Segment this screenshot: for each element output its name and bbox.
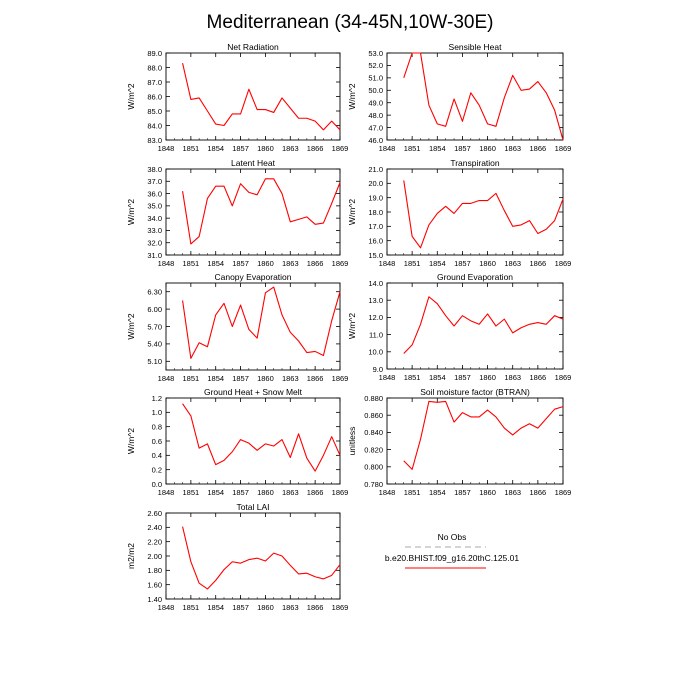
y-tick-label: 14.0 — [368, 278, 383, 288]
x-tick-label: 1851 — [403, 259, 421, 268]
y-tick-label: 48.0 — [368, 110, 383, 120]
y-tick-label: 85.0 — [147, 106, 162, 116]
y-axis-label: W/m^2 — [126, 313, 136, 340]
x-tick-label: 1848 — [157, 259, 175, 268]
y-axis-label: W/m^2 — [126, 427, 136, 455]
x-tick-label: 1866 — [529, 259, 547, 268]
y-tick-label: 89.0 — [147, 48, 162, 58]
x-tick-label: 1851 — [182, 374, 200, 383]
y-tick-label: 2.00 — [147, 551, 162, 561]
x-tick-label: 1857 — [232, 259, 249, 268]
y-tick-label: 20.0 — [368, 179, 383, 189]
y-tick-label: 87.0 — [147, 77, 162, 87]
x-tick-label: 1866 — [306, 144, 324, 153]
x-tick-label: 1851 — [403, 373, 421, 382]
y-tick-label: 5.40 — [147, 339, 162, 349]
panel-0 — [126, 42, 348, 153]
y-tick-label: 52.0 — [368, 61, 383, 71]
x-tick-label: 1866 — [529, 144, 547, 153]
x-tick-label: 1860 — [257, 374, 274, 383]
panel-title: Total LAI — [236, 502, 270, 512]
panel-5 — [347, 272, 571, 382]
plot-frame — [387, 53, 563, 140]
x-tick-label: 1857 — [454, 144, 471, 153]
y-tick-label: 18.0 — [368, 207, 383, 217]
figure-title: Mediterranean (34-45N,10W-30E) — [206, 12, 494, 33]
x-tick-label: 1866 — [306, 374, 324, 383]
x-tick-label: 1863 — [281, 144, 299, 153]
x-tick-label: 1866 — [306, 259, 324, 268]
y-axis-label: W/m^2 — [126, 83, 136, 110]
y-tick-label: 0.6 — [151, 436, 162, 446]
x-tick-label: 1869 — [554, 259, 572, 268]
x-tick-label: 1854 — [428, 373, 446, 382]
panel-title: Canopy Evaporation — [214, 272, 292, 282]
x-tick-label: 1851 — [403, 488, 421, 497]
plot-frame — [166, 513, 340, 599]
x-tick-label: 1857 — [454, 373, 471, 382]
panel-3 — [347, 158, 571, 268]
x-tick-label: 1869 — [554, 373, 572, 382]
x-tick-label: 1848 — [378, 373, 396, 382]
x-tick-label: 1860 — [257, 603, 274, 612]
panel-7 — [347, 387, 571, 497]
x-tick-label: 1854 — [207, 603, 225, 612]
plot-frame — [387, 169, 563, 255]
y-tick-label: 10.0 — [368, 347, 383, 357]
y-tick-label: 0.840 — [364, 428, 383, 438]
x-tick-label: 1866 — [529, 373, 547, 382]
y-tick-label: 83.0 — [147, 135, 162, 145]
x-tick-label: 1857 — [232, 488, 249, 497]
y-tick-label: 1.2 — [151, 393, 162, 403]
y-tick-label: 37.0 — [147, 177, 162, 187]
x-tick-label: 1860 — [257, 488, 274, 497]
y-tick-label: 46.0 — [368, 135, 383, 145]
y-tick-label: 31.0 — [147, 250, 162, 260]
legend-label: No Obs — [437, 532, 467, 542]
y-tick-label: 21.0 — [368, 164, 383, 174]
plot-frame — [387, 398, 563, 484]
legend — [385, 532, 519, 568]
y-tick-label: 32.0 — [147, 238, 162, 248]
panel-8 — [126, 502, 348, 612]
x-tick-label: 1869 — [554, 488, 572, 497]
panel-title: Transpiration — [450, 158, 500, 168]
y-axis-label: unitless — [347, 426, 357, 456]
x-tick-label: 1854 — [428, 144, 446, 153]
series-line — [183, 527, 340, 589]
x-tick-label: 1869 — [331, 144, 349, 153]
x-tick-label: 1863 — [504, 488, 522, 497]
y-tick-label: 5.10 — [147, 357, 162, 367]
panel-title: Latent Heat — [231, 158, 275, 168]
panel-title: Ground Evaporation — [436, 272, 514, 282]
y-tick-label: 0.780 — [364, 479, 383, 489]
x-tick-label: 1869 — [331, 374, 349, 383]
series-line — [183, 63, 340, 130]
x-tick-label: 1854 — [207, 144, 225, 153]
y-tick-label: 0.880 — [364, 393, 383, 403]
x-tick-label: 1860 — [479, 373, 496, 382]
x-tick-label: 1863 — [281, 374, 299, 383]
y-axis-label: W/m^2 — [347, 83, 357, 110]
y-tick-label: 47.0 — [368, 123, 383, 133]
y-tick-label: 2.20 — [147, 537, 162, 547]
x-tick-label: 1869 — [331, 488, 349, 497]
y-axis-label: m2/m2 — [126, 543, 136, 569]
x-tick-label: 1854 — [428, 259, 446, 268]
x-tick-label: 1848 — [378, 144, 396, 153]
panel-title: Net Radiation — [227, 42, 279, 52]
x-tick-label: 1848 — [157, 374, 175, 383]
series-line — [183, 404, 340, 471]
x-tick-label: 1854 — [207, 259, 225, 268]
y-tick-label: 5.70 — [147, 322, 162, 332]
x-tick-label: 1848 — [157, 488, 175, 497]
y-tick-label: 38.0 — [147, 164, 162, 174]
x-tick-label: 1848 — [157, 603, 175, 612]
y-tick-label: 33.0 — [147, 226, 162, 236]
y-tick-label: 12.0 — [368, 313, 383, 323]
y-tick-label: 13.0 — [368, 296, 383, 305]
y-tick-label: 84.0 — [147, 121, 162, 131]
x-tick-label: 1863 — [281, 603, 299, 612]
y-axis-label: W/m^2 — [347, 312, 357, 340]
y-axis-label: W/m^2 — [347, 198, 357, 226]
x-tick-label: 1848 — [378, 259, 396, 268]
y-tick-label: 0.8 — [151, 422, 162, 432]
x-tick-label: 1851 — [182, 259, 200, 268]
x-tick-label: 1857 — [232, 603, 249, 612]
x-tick-label: 1860 — [257, 259, 274, 268]
x-tick-label: 1848 — [378, 488, 396, 497]
plot-frame — [166, 398, 340, 484]
panels-group — [126, 42, 571, 612]
x-tick-label: 1863 — [504, 144, 522, 153]
y-tick-label: 53.0 — [368, 48, 383, 58]
y-tick-label: 88.0 — [147, 63, 162, 73]
panel-6 — [126, 387, 348, 497]
y-tick-label: 6.00 — [147, 304, 162, 314]
x-tick-label: 1866 — [306, 603, 324, 612]
x-tick-label: 1857 — [232, 144, 249, 153]
panel-title: Soil moisture factor (BTRAN) — [420, 387, 530, 397]
y-tick-label: 1.0 — [151, 408, 162, 418]
x-tick-label: 1860 — [479, 259, 496, 268]
y-tick-label: 1.60 — [147, 580, 162, 590]
x-tick-label: 1863 — [504, 259, 522, 268]
series-line — [404, 53, 563, 140]
y-tick-label: 49.0 — [368, 98, 383, 108]
x-tick-label: 1869 — [331, 259, 349, 268]
y-tick-label: 1.80 — [147, 566, 162, 576]
y-tick-label: 0.0 — [151, 479, 162, 489]
y-tick-label: 2.40 — [147, 523, 162, 533]
y-tick-label: 0.2 — [151, 465, 162, 475]
y-tick-label: 9.0 — [372, 364, 383, 374]
y-tick-label: 36.0 — [147, 189, 162, 199]
x-tick-label: 1857 — [454, 488, 471, 497]
y-tick-label: 11.0 — [368, 330, 383, 340]
series-line — [183, 287, 340, 358]
series-line — [404, 297, 563, 354]
legend-label: b.e20.BHIST.f09_g16.20thC.125.01 — [384, 553, 520, 563]
y-tick-label: 34.0 — [147, 213, 162, 223]
x-tick-label: 1863 — [504, 373, 522, 382]
x-tick-label: 1854 — [428, 488, 446, 497]
x-tick-label: 1851 — [403, 144, 421, 153]
panel-4 — [126, 272, 348, 383]
y-tick-label: 0.820 — [364, 445, 383, 455]
y-tick-label: 86.0 — [147, 92, 162, 102]
x-tick-label: 1857 — [454, 259, 471, 268]
series-line — [404, 401, 563, 469]
y-tick-label: 17.0 — [368, 222, 383, 232]
y-tick-label: 2.60 — [147, 508, 162, 518]
x-tick-label: 1869 — [331, 603, 349, 612]
y-axis-label: W/m^2 — [126, 198, 136, 226]
y-tick-label: 6.30 — [147, 287, 162, 297]
x-tick-label: 1857 — [232, 374, 249, 383]
y-tick-label: 0.4 — [151, 451, 162, 461]
x-tick-label: 1866 — [306, 488, 324, 497]
panel-1 — [347, 42, 571, 153]
y-tick-label: 51.0 — [368, 73, 383, 83]
x-tick-label: 1854 — [207, 374, 225, 383]
y-tick-label: 15.0 — [368, 250, 383, 260]
x-tick-label: 1851 — [182, 488, 200, 497]
panel-2 — [126, 158, 348, 268]
x-tick-label: 1851 — [182, 603, 200, 612]
x-tick-label: 1866 — [529, 488, 547, 497]
x-tick-label: 1860 — [479, 488, 496, 497]
x-tick-label: 1863 — [281, 488, 299, 497]
x-tick-label: 1848 — [157, 144, 175, 153]
y-tick-label: 0.860 — [364, 411, 383, 420]
x-tick-label: 1860 — [479, 144, 496, 153]
x-tick-label: 1869 — [554, 144, 572, 153]
x-tick-label: 1854 — [207, 488, 225, 497]
series-line — [404, 180, 563, 247]
y-tick-label: 1.40 — [147, 594, 162, 604]
y-tick-label: 19.0 — [368, 193, 383, 203]
panel-title: Sensible Heat — [448, 42, 502, 52]
y-tick-label: 35.0 — [147, 201, 162, 211]
y-tick-label: 0.800 — [364, 462, 383, 472]
series-line — [183, 179, 340, 244]
y-tick-label: 50.0 — [368, 86, 383, 96]
plot-frame — [387, 283, 563, 369]
x-tick-label: 1860 — [257, 144, 274, 153]
y-tick-label: 16.0 — [368, 236, 383, 246]
x-tick-label: 1863 — [281, 259, 299, 268]
plot-frame — [166, 53, 340, 140]
x-tick-label: 1851 — [182, 144, 200, 153]
panel-title: Ground Heat + Snow Melt — [203, 387, 303, 397]
